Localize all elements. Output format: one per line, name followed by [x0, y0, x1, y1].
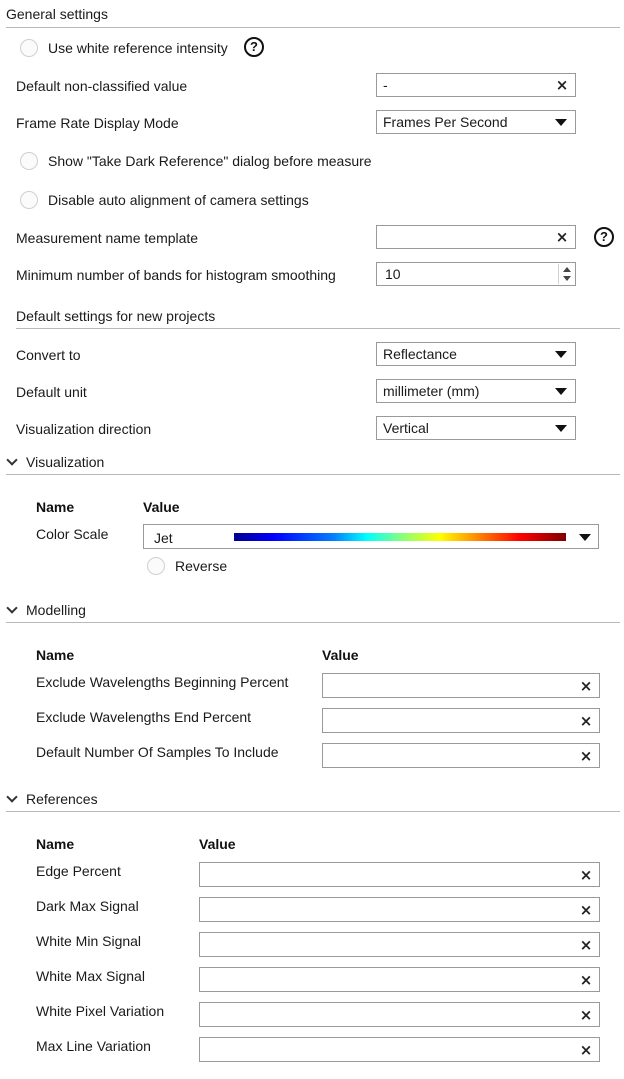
clear-icon[interactable]: × [579, 936, 593, 954]
color-scale-label: Color Scale [36, 526, 109, 542]
divider [6, 27, 620, 28]
references-row-label: Edge Percent [36, 863, 121, 879]
caret-down-icon [555, 351, 567, 358]
color-scale-select[interactable] [143, 524, 599, 549]
divider [6, 474, 620, 475]
meas-template-label: Measurement name template [16, 230, 199, 246]
unit-value: millimeter (mm) [383, 383, 480, 399]
clear-icon[interactable]: × [555, 228, 569, 246]
modelling-row-label: Exclude Wavelengths Beginning Percent [36, 674, 289, 690]
direction-value: Vertical [383, 420, 429, 436]
convert-value: Reflectance [383, 346, 457, 362]
value-column-header: Value [322, 647, 359, 663]
references-row-label: White Max Signal [36, 968, 145, 984]
general-settings-title: General settings [6, 6, 108, 22]
name-column-header: Name [36, 647, 75, 663]
frame-rate-select[interactable] [376, 110, 576, 134]
frame-rate-value: Frames Per Second [383, 114, 508, 130]
unit-select[interactable] [376, 379, 576, 403]
caret-down-icon [555, 388, 567, 395]
references-row-input[interactable] [199, 967, 600, 992]
spin-up-icon[interactable] [563, 267, 571, 272]
clear-icon[interactable]: × [579, 1041, 593, 1059]
non-classified-label: Default non-classified value [16, 78, 188, 94]
convert-select[interactable] [376, 342, 576, 366]
disable-auto-align-radio[interactable] [20, 191, 38, 209]
show-dark-ref-label[interactable]: Show "Take Dark Reference" dialog before measure [48, 153, 372, 169]
meas-template-input[interactable] [376, 225, 576, 249]
help-icon[interactable]: ? [594, 227, 614, 247]
clear-icon[interactable]: × [579, 901, 593, 919]
references-row-input[interactable] [199, 932, 600, 957]
show-dark-ref-radio[interactable] [20, 152, 38, 170]
jet-colormap-preview [234, 533, 566, 541]
modelling-row-label: Default Number Of Samples To Include [36, 744, 279, 760]
modelling-row-input[interactable] [322, 708, 600, 733]
modelling-title[interactable]: Modelling [26, 602, 86, 618]
direction-select[interactable] [376, 416, 576, 440]
project-defaults-title: Default settings for new projects [16, 308, 216, 324]
references-row-label: Max Line Variation [36, 1038, 151, 1054]
clear-icon[interactable]: × [579, 677, 593, 695]
convert-label: Convert to [16, 347, 81, 363]
frame-rate-label: Frame Rate Display Mode [16, 115, 179, 131]
value-column-header: Value [143, 499, 180, 515]
visualization-title[interactable]: Visualization [26, 454, 105, 470]
references-row-input[interactable] [199, 897, 600, 922]
divider [16, 328, 620, 329]
caret-down-icon [555, 425, 567, 432]
min-bands-spinbox[interactable] [376, 262, 576, 286]
reverse-label[interactable]: Reverse [175, 558, 228, 574]
value-column-header: Value [199, 836, 236, 852]
references-row-label: Dark Max Signal [36, 898, 139, 914]
clear-icon[interactable]: × [579, 712, 593, 730]
caret-down-icon [579, 534, 591, 541]
spin-down-icon[interactable] [563, 276, 571, 281]
reverse-radio[interactable] [147, 557, 165, 575]
references-row-input[interactable] [199, 862, 600, 887]
modelling-row-label: Exclude Wavelengths End Percent [36, 709, 252, 725]
references-row-input[interactable] [199, 1002, 600, 1027]
non-classified-input[interactable] [376, 73, 576, 97]
chevron-down-icon[interactable] [6, 602, 17, 613]
direction-label: Visualization direction [16, 421, 152, 437]
clear-icon[interactable]: × [579, 866, 593, 884]
help-icon[interactable]: ? [244, 37, 264, 57]
min-bands-value: 10 [385, 266, 401, 282]
modelling-row-input[interactable] [322, 673, 600, 698]
unit-label: Default unit [16, 384, 87, 400]
name-column-header: Name [36, 836, 75, 852]
use-white-ref-radio[interactable] [20, 39, 38, 57]
disable-auto-align-label[interactable]: Disable auto alignment of camera settings [48, 192, 309, 208]
references-title[interactable]: References [26, 791, 98, 807]
clear-icon[interactable]: × [579, 747, 593, 765]
caret-down-icon [555, 119, 567, 126]
references-row-input[interactable] [199, 1037, 600, 1062]
divider [6, 622, 620, 623]
non-classified-value: - [383, 77, 388, 93]
use-white-ref-label[interactable]: Use white reference intensity [48, 40, 228, 56]
chevron-down-icon[interactable] [6, 454, 17, 465]
clear-icon[interactable]: × [579, 1006, 593, 1024]
chevron-down-icon[interactable] [6, 791, 17, 802]
name-column-header: Name [36, 499, 75, 515]
references-row-label: White Min Signal [36, 933, 142, 949]
modelling-row-input[interactable] [322, 743, 600, 768]
min-bands-label: Minimum number of bands for histogram smoothing [16, 267, 336, 283]
clear-icon[interactable]: × [555, 76, 569, 94]
divider [6, 811, 620, 812]
references-row-label: White Pixel Variation [36, 1003, 165, 1019]
clear-icon[interactable]: × [579, 971, 593, 989]
spin-buttons[interactable] [558, 264, 574, 284]
color-scale-value: Jet [154, 530, 173, 546]
